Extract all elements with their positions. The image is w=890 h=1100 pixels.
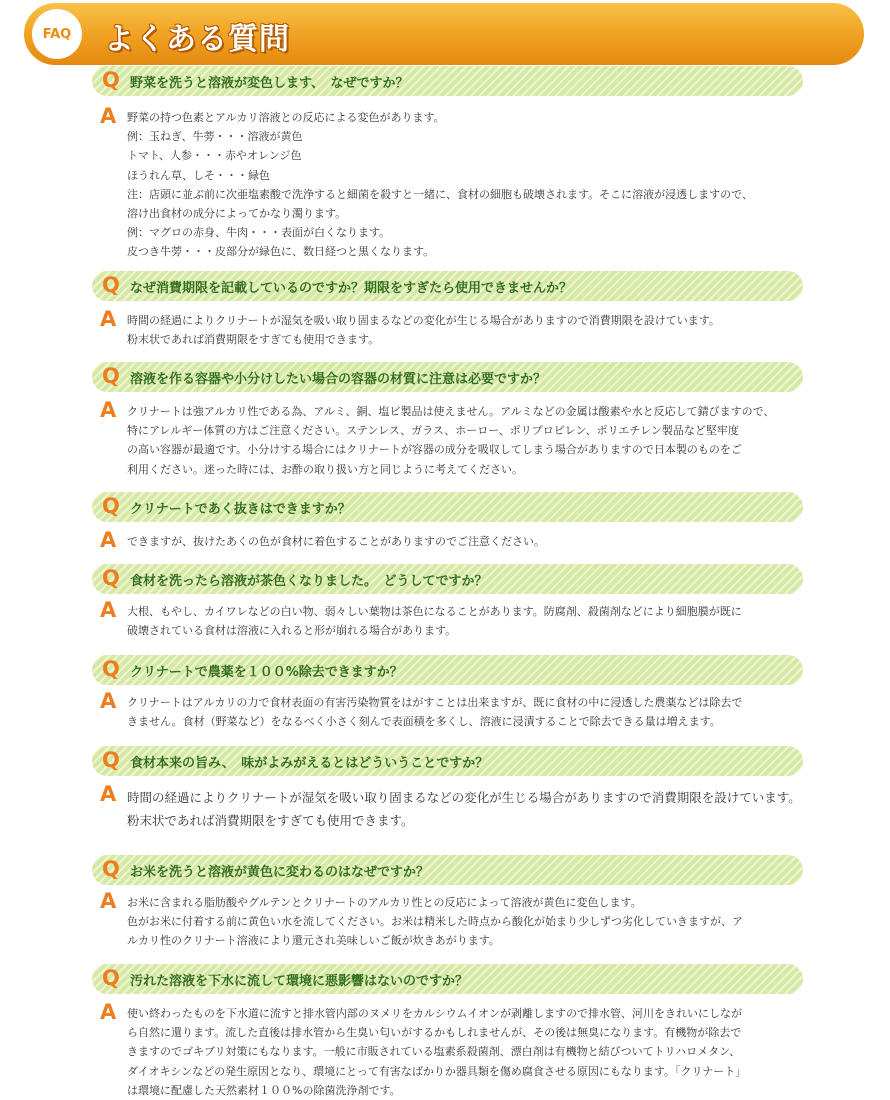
question-mark-q: Q <box>102 748 120 772</box>
answer-mark-a: A <box>100 104 117 128</box>
faq-question-bar <box>92 362 803 392</box>
answer-mark-a: A <box>100 598 117 622</box>
faq-answer-line: 使い終わったものを下水道に流すと排水管内部のヌメリをカルシウムイオンが剥離しますので排水管、河川をきれいにしなが <box>127 1007 742 1020</box>
faq-answer-line: クリナートはアルカリの力で食材表面の有害汚染物質をはがすことは出来ますが、既に食材の中に浸透した農薬などは除去で <box>127 696 743 709</box>
answer-mark-a: A <box>100 528 117 552</box>
question-mark-q: Q <box>102 657 120 681</box>
question-mark-q: Q <box>102 857 120 881</box>
answer-mark-a: A <box>100 689 117 713</box>
question-mark-q: Q <box>102 966 120 990</box>
faq-answer-line: の高い容器が最適です。小分けする場合にはクリナートが容器の成分を吸収してしまう場合がありますので日本製のものをご <box>127 443 742 457</box>
faq-answer-line: 例：玉ねぎ、牛蒡・・・溶液が黄色 <box>127 130 303 144</box>
faq-question-text: お米を洗うと溶液が黄色に変わるのはなぜですか？ <box>130 865 430 880</box>
faq-answer-line: ら自然に還ります。流した直後は排水管から生臭い匂いがするかもしれませんが、その後は無臭になります。有機物が除去で <box>127 1026 742 1040</box>
faq-answer-line: ルカリ性のクリナート溶液により還元され美味しいご飯が炊きあがります。 <box>127 934 500 948</box>
faq-question-bar <box>92 964 803 994</box>
faq-header-banner <box>24 3 864 65</box>
faq-question-bar <box>92 492 803 522</box>
faq-answer <box>127 532 807 551</box>
faq-answer-line: 色がお米に付着する前に黄色い水を流してください。お米は精米した時点から酸化が始まり少しずつ劣化していきますが、ア <box>127 915 743 929</box>
faq-question-bar <box>92 564 803 594</box>
answer-mark-a: A <box>100 782 117 806</box>
faq-answer-line: 大根、もやし、カイワレなどの白い物、弱々しい葉物は茶色になることがあります。防腐剤、殺菌剤などにより細胞膜が既に <box>127 605 742 618</box>
faq-question-bar <box>92 655 803 685</box>
faq-answer-line: お米に含まれる脂肪酸やグルテンとクリナートのアルカリ性との反応によって溶液が黄色に変色します。 <box>127 896 642 909</box>
faq-question-text: なぜ消費期限を記載しているのですか？期限をすぎたら使用できませんか？ <box>130 281 573 296</box>
faq-answer <box>127 311 807 349</box>
faq-answer <box>127 108 807 262</box>
answer-mark-a: A <box>100 1000 117 1024</box>
question-mark-q: Q <box>102 273 120 297</box>
faq-answer <box>127 693 807 731</box>
answer-mark-a: A <box>100 398 117 422</box>
faq-answer-line: ほうれん草、しそ・・・緑色 <box>127 168 270 182</box>
faq-answer <box>127 602 807 640</box>
faq-question-bar <box>92 271 803 301</box>
faq-answer-line: きません。食材（野菜など）をなるべく小さく刻んで表面積を多くし、溶液に浸漬することで除去できる量は増えます。 <box>127 715 721 729</box>
faq-answer-line: できますが、抜けたあくの色が食材に着色することがありますのでご注意ください。 <box>127 535 545 548</box>
faq-answer-line: 時間の経過によりクリナートが湿気を吸い取り固まるなどの変化が生じる場合がありますので消費期限を設けています。 <box>127 314 720 327</box>
faq-question-text: 食材を洗ったら溶液が茶色くなりました。 どうしてですか？ <box>130 574 488 589</box>
question-mark-q: Q <box>102 68 120 92</box>
faq-answer-line: きますのでゴキブリ対策にもなります。一般に市販されている塩素系殺菌剤、漂白剤は有機物と結びついてトリハロメタン、 <box>127 1045 741 1059</box>
faq-answer-line: 粉末状であれば消費期限をすぎても使用できます。 <box>127 813 414 828</box>
faq-answer-line: トマト、人参・・・赤やオレンジ色 <box>127 149 302 163</box>
faq-answer <box>127 1004 807 1100</box>
faq-answer <box>127 402 807 479</box>
answer-mark-a: A <box>100 307 117 331</box>
faq-question-bar <box>92 66 803 96</box>
question-mark-q: Q <box>102 364 120 388</box>
faq-answer-line: 野菜の持つ色素とアルカリ溶液との反応による変色があります。 <box>127 111 445 124</box>
faq-question-text: 汚れた溶液を下水に流して環境に悪影響はないのですか？ <box>130 974 469 989</box>
faq-question-text: クリナートであく抜きはできますか？ <box>130 502 351 517</box>
answer-mark-a: A <box>100 889 117 913</box>
faq-answer-line: 利用ください。迷った時には、お酢の取り扱い方と同じように考えてください。 <box>127 462 523 476</box>
faq-question-text: 食材本来の旨み、 味がよみがえるとはどういうことですか？ <box>130 756 489 771</box>
question-mark-q: Q <box>102 494 120 518</box>
faq-answer-line: 時間の経過によりクリナートが湿気を吸い取り固まるなどの変化が生じる場合がありますので消費期限を設けています。 <box>127 790 801 805</box>
faq-question-bar <box>92 855 803 885</box>
page-title: よくある質問 <box>104 22 290 57</box>
faq-answer-line: 破壊されている食材は溶液に入れると形が崩れる場合があります。 <box>127 624 457 638</box>
faq-answer-line: ダイオキシンなどの発生原因となり、環境にとって有害なばかりか器具類を傷め腐食させる原因にもなります。「クリナート」 <box>127 1064 747 1078</box>
faq-answer-line: 注：店頭に並ぶ前に次亜塩素酸で洗浄すると細菌を殺すと一緒に、食材の細胞も破壊されます。そこに溶液が浸透しますので、 <box>127 187 753 201</box>
faq-answer <box>127 786 807 832</box>
faq-answer-line: 皮つき牛蒡・・・皮部分が緑色に、数日経つと黒くなります。 <box>127 245 435 259</box>
faq-answer-line: 粉末状であれば消費期限をすぎても使用できます。 <box>127 333 380 347</box>
faq-answer-line: クリナートは強アルカリ性である為、アルミ、銅、塩ビ製品は使えません。アルミなどの金属は酸素や水と反応して錆びますので、 <box>127 405 775 418</box>
faq-answer-line: 例：マグロの赤身、牛肉・・・表面が白くなります。 <box>127 226 391 240</box>
question-mark-q: Q <box>102 566 120 590</box>
faq-answer-line: 特にアレルギー体質の方はご注意ください。ステンレス、ガラス、ホーロー、ポリプロピレン、ポリエチレン製品など堅牢度 <box>127 424 739 438</box>
faq-question-bar <box>92 746 803 776</box>
faq-answer <box>127 893 807 951</box>
faq-question-text: 溶液を作る容器や小分けしたい場合の容器の材質に注意は必要ですか？ <box>130 372 547 387</box>
faq-badge: FAQ <box>32 9 82 59</box>
faq-question-text: クリナートで農薬を１００%除去できますか？ <box>130 665 403 680</box>
faq-question-text: 野菜を洗うと溶液が変色します、 なぜですか？ <box>130 76 409 91</box>
faq-answer-line: は環境に配慮した天然素材１００%の除菌洗浄剤です。 <box>127 1083 401 1097</box>
faq-answer-line: 溶け出食材の成分によってかなり濁ります。 <box>127 207 347 221</box>
